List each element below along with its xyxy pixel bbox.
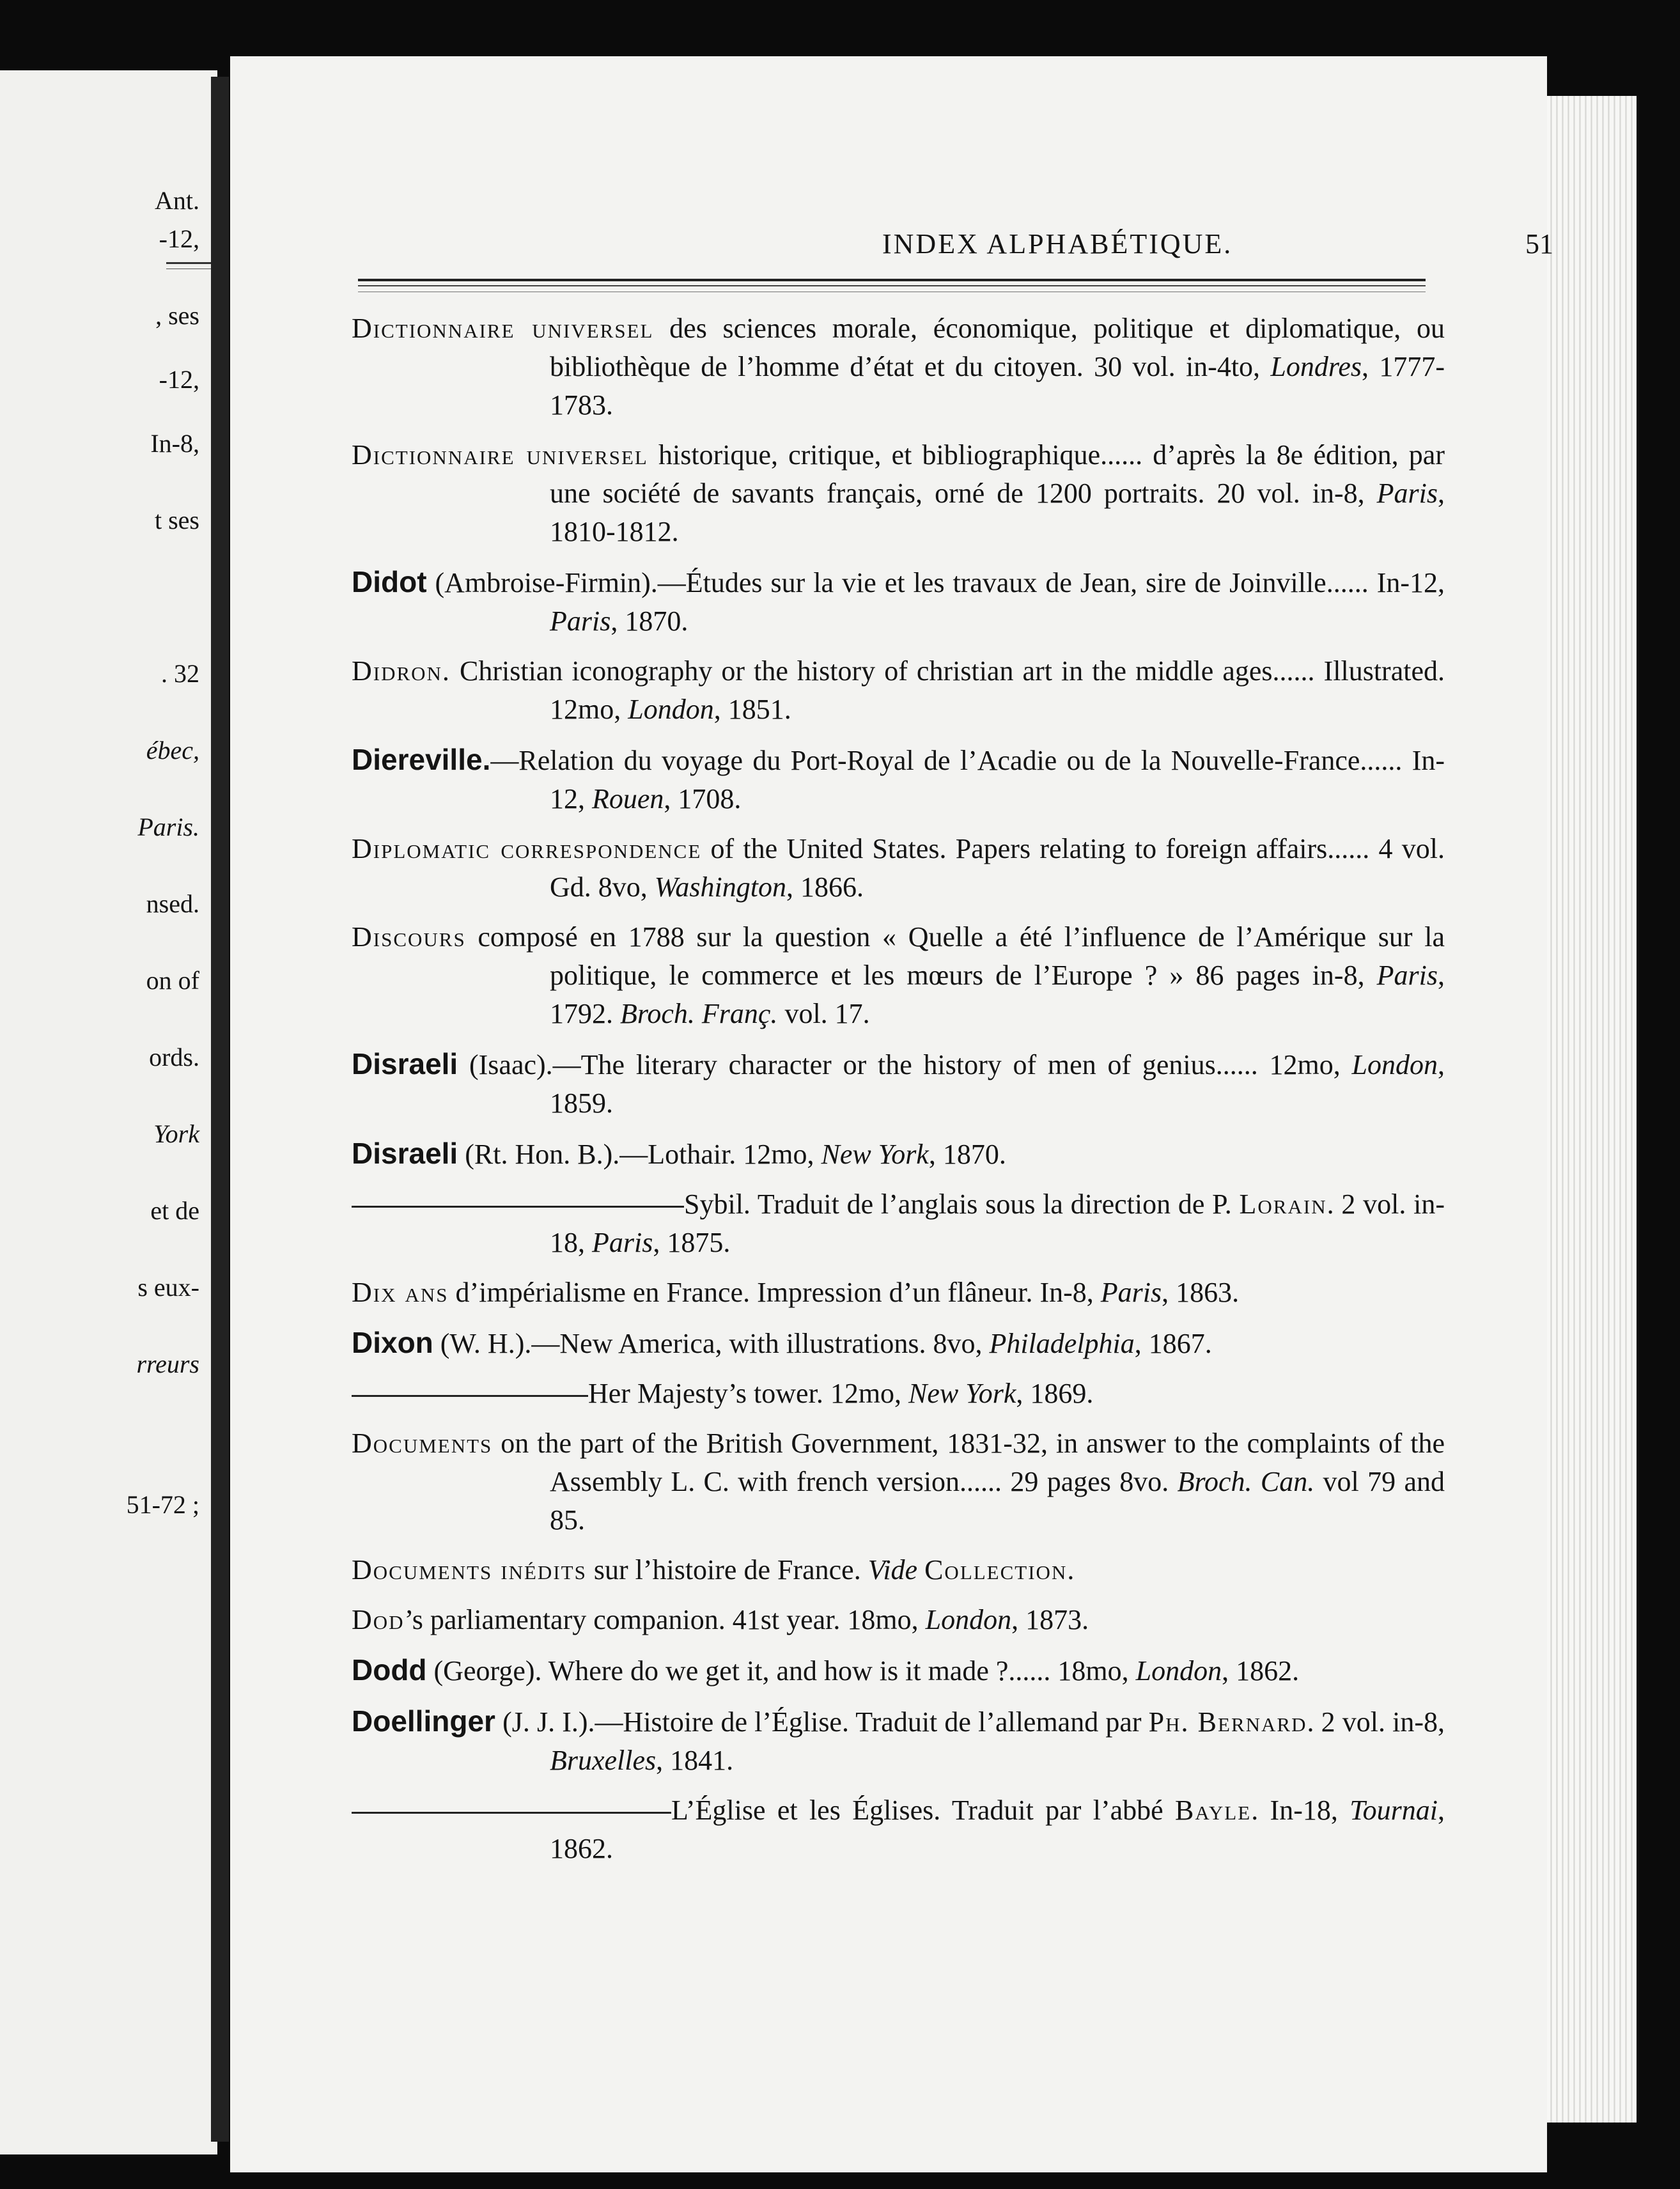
index-entry xyxy=(339,1424,1445,1539)
index-entry xyxy=(339,652,1445,729)
left-page-rule xyxy=(166,262,217,264)
entry-heading: Dod xyxy=(352,1604,405,1635)
author-name: Dodd xyxy=(352,1653,427,1687)
index-entries xyxy=(339,309,1445,1880)
entry-place: Paris xyxy=(1376,960,1438,991)
entry-text: , 1792. xyxy=(550,960,1445,1029)
left-page-text-fragment: rreurs xyxy=(136,1350,199,1378)
entry-text: , 1869. xyxy=(1016,1378,1094,1409)
author-name: Disraeli xyxy=(352,1047,458,1080)
entry-heading: Didron. xyxy=(352,655,451,687)
index-entry xyxy=(339,563,1445,641)
left-page-text-fragment: nsed. xyxy=(146,889,199,918)
left-page-text-fragment: Paris. xyxy=(137,813,199,841)
index-entry xyxy=(339,830,1445,907)
entry-place: Paris xyxy=(592,1227,653,1258)
index-entry xyxy=(339,740,1445,818)
index-entry xyxy=(339,918,1445,1033)
entry-text: , 1708. xyxy=(664,783,742,814)
index-entry xyxy=(339,1651,1445,1690)
entry-text: , 1870. xyxy=(611,605,688,637)
entry-place: Paris xyxy=(1100,1277,1162,1308)
left-page-text-fragment: ords. xyxy=(149,1043,199,1071)
left-page-text-fragment: s eux- xyxy=(137,1273,199,1302)
index-entry xyxy=(339,1702,1445,1780)
entry-text: , 1862. xyxy=(1222,1655,1300,1687)
entry-heading: Diplomatic correspondence xyxy=(352,833,702,864)
entry-heading: Dix ans xyxy=(352,1277,449,1308)
left-page-text-fragment: on of xyxy=(146,966,199,995)
index-entry xyxy=(339,1375,1445,1413)
left-page-text-fragment: ébec, xyxy=(146,736,199,765)
entry-place: London xyxy=(925,1604,1012,1635)
left-page-text-fragment: In-8, xyxy=(150,429,199,458)
running-header xyxy=(352,228,1553,266)
entry-collection: Broch. Franç. xyxy=(620,998,778,1029)
index-entry xyxy=(339,1323,1445,1363)
entry-place: Vide xyxy=(867,1554,918,1585)
index-entry xyxy=(339,1601,1445,1639)
entry-place: New York xyxy=(908,1378,1016,1409)
ditto-dash xyxy=(352,1206,684,1208)
index-entry xyxy=(339,1791,1445,1868)
entry-text: (J. J. I.).—Histoire de l’Église. Traduit de l’allemand par xyxy=(495,1706,1149,1738)
entry-text: (Isaac).—The literary character or the history of men of genius...... 12mo, xyxy=(458,1049,1352,1080)
entry-place: Washington xyxy=(654,871,786,903)
entry-text: , 1866. xyxy=(786,871,864,903)
entry-place: Broch. Can. xyxy=(1177,1466,1315,1497)
right-page xyxy=(230,56,1553,2172)
page-edges xyxy=(1541,96,1637,2123)
left-page-text-fragment: -12, xyxy=(159,224,199,253)
left-page-text-fragment: t ses xyxy=(155,506,199,534)
entry-text: , 1875. xyxy=(653,1227,731,1258)
entry-smallcaps: Lorain xyxy=(1239,1188,1327,1220)
entry-text: Sybil. Traduit de l’anglais sous la direction de P. xyxy=(684,1188,1240,1220)
entry-text: historique, critique, et bibliographique...... d’après la 8e édition, par une société de savants français, orné de 1200 portraits. 20 vol. in-8, xyxy=(550,439,1445,509)
entry-heading: Documents xyxy=(352,1428,493,1459)
entry-place: Paris xyxy=(1376,478,1438,509)
left-page-text-fragment: York xyxy=(153,1119,199,1148)
entry-text: des sciences morale, économique, politique et diplomatique, ou bibliothèque de l’homme d’état et du citoyen. 30 vol. in-4to, xyxy=(550,313,1445,382)
entry-place: London xyxy=(628,694,714,725)
entry-text: . 2 vol. in-8, xyxy=(1307,1706,1445,1738)
left-page-text-fragment: , ses xyxy=(155,301,199,330)
entry-text: Christian iconography or the history of christian art in the middle ages...... Illustrated. 12mo, xyxy=(450,655,1445,725)
entry-text: sur l’histoire de France. xyxy=(586,1554,868,1585)
index-entry xyxy=(339,1274,1445,1312)
author-name: Didot xyxy=(352,565,427,598)
entry-text: (George). Where do we get it, and how is it made ?...... 18mo, xyxy=(426,1655,1136,1687)
ditto-dash xyxy=(352,1395,588,1397)
left-page-text-fragment: . 32 xyxy=(161,659,199,688)
index-entry xyxy=(339,309,1445,425)
author-name: Doellinger xyxy=(352,1704,495,1738)
entry-text: (W. H.).—New America, with illustrations. 8vo, xyxy=(433,1328,990,1359)
entry-smallcaps: Bayle xyxy=(1175,1795,1252,1826)
book-gutter xyxy=(211,77,229,2142)
entry-text: , 1841. xyxy=(656,1745,734,1776)
entry-text: , 1870. xyxy=(928,1139,1006,1170)
author-name: Disraeli xyxy=(352,1137,458,1170)
entry-text: vol 79 and 85. xyxy=(550,1466,1445,1536)
index-entry xyxy=(339,1045,1445,1123)
entry-place: New York xyxy=(821,1139,929,1170)
entry-smallcaps: Ph. Bernard xyxy=(1148,1706,1307,1738)
entry-text: composé en 1788 sur la question « Quelle a été l’influence de l’Amérique sur la politique, le commerce et les mœurs de l’Europe ? » 86 pages in-8, xyxy=(465,921,1445,991)
left-page xyxy=(0,70,217,2154)
entry-place: London xyxy=(1135,1655,1222,1687)
entry-text: d’impérialisme en France. Impression d’un flâneur. In-8, xyxy=(448,1277,1101,1308)
left-page-text-fragment: -12, xyxy=(159,365,199,394)
entry-text: L’Église et les Églises. Traduit par l’abbé xyxy=(671,1795,1176,1826)
entry-text: , 1777-1783. xyxy=(550,351,1445,421)
entry-place: Philadelphia xyxy=(989,1328,1135,1359)
entry-text: ’s parliamentary companion. 41st year. 18mo, xyxy=(404,1604,926,1635)
page-title: INDEX ALPHABÉTIQUE. xyxy=(882,228,1233,260)
author-name: Dixon xyxy=(352,1326,433,1359)
entry-heading: Discours xyxy=(352,921,466,953)
page-number: 51 xyxy=(1525,228,1553,260)
entry-text: —Relation du voyage du Port-Royal de l’Acadie ou de la Nouvelle-France...... In-12, xyxy=(490,745,1445,814)
ditto-dash xyxy=(352,1812,671,1814)
entry-place: Tournai xyxy=(1349,1795,1438,1826)
entry-heading: Dictionnaire universel xyxy=(352,313,654,344)
index-entry xyxy=(339,436,1445,551)
entry-text: Her Majesty’s tower. 12mo, xyxy=(588,1378,909,1409)
author-name: Diereville. xyxy=(352,743,491,776)
entry-text: , 1810-1812. xyxy=(550,478,1445,547)
entry-text: , 1859. xyxy=(550,1049,1445,1119)
entry-text: , 1862. xyxy=(550,1795,1445,1864)
entry-text: , 1867. xyxy=(1134,1328,1212,1359)
entry-place: London xyxy=(1351,1049,1438,1080)
entry-text: vol. 17. xyxy=(777,998,870,1029)
entry-place: Bruxelles xyxy=(550,1745,657,1776)
index-entry xyxy=(339,1185,1445,1262)
index-entry xyxy=(339,1134,1445,1174)
left-page-text-fragment: et de xyxy=(150,1196,199,1225)
entry-heading: Dictionnaire universel xyxy=(352,439,648,471)
header-rule xyxy=(358,279,1426,281)
entry-text: , 1873. xyxy=(1011,1604,1089,1635)
entry-text: on the part of the British Government, 1831-32, in answer to the complaints of the Assembly L. C. with french version...... 29 pages 8vo. xyxy=(492,1428,1445,1497)
entry-text: (Rt. Hon. B.).—Lothair. 12mo, xyxy=(458,1139,821,1170)
index-entry xyxy=(339,1551,1445,1589)
entry-text: (Ambroise-Firmin).—Études sur la vie et les travaux de Jean, sire de Joinville...... In-12, xyxy=(426,567,1445,598)
entry-smallcaps: Collection. xyxy=(924,1554,1076,1585)
entry-place: Londres xyxy=(1270,351,1362,382)
entry-text: . 2 vol. in-18, xyxy=(550,1188,1445,1258)
header-rule xyxy=(358,285,1426,286)
entry-text: , 1863. xyxy=(1162,1277,1240,1308)
entry-place: Paris xyxy=(550,605,611,637)
left-page-text-fragment: Ant. xyxy=(155,186,199,215)
entry-text: . In-18, xyxy=(1251,1795,1350,1826)
entry-text xyxy=(917,1554,924,1585)
entry-text: , 1851. xyxy=(713,694,791,725)
entry-heading: Documents inédits xyxy=(352,1554,587,1585)
entry-text: of the United States. Papers relating to foreign affairs...... 4 vol. Gd. 8vo, xyxy=(550,833,1445,903)
entry-place: Rouen xyxy=(592,783,664,814)
left-page-text-fragment: 51-72 ; xyxy=(126,1490,199,1519)
